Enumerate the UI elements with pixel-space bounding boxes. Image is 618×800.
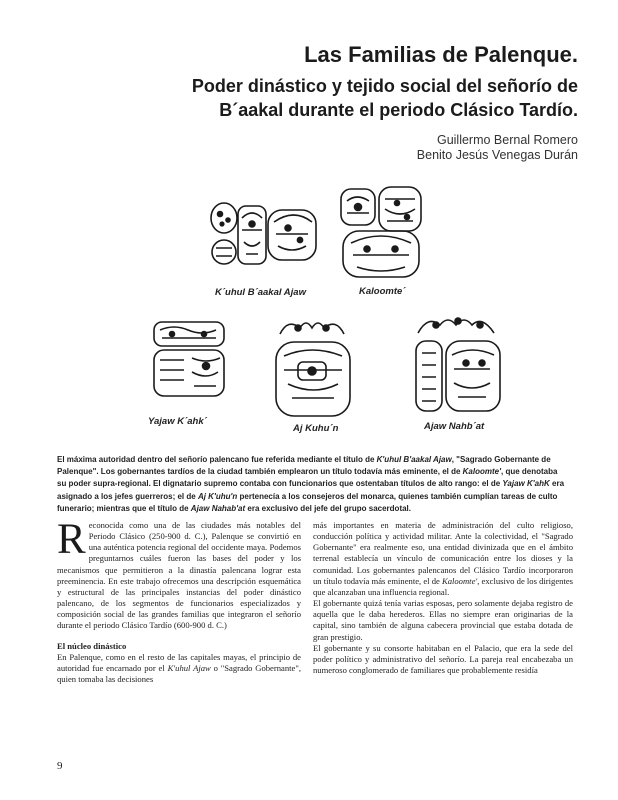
body-paragraph: más importantes en materia de administración del culto religioso, conducción política y actividad militar. Ante la colectividad, el "Sagrado Gobernante" era realmente eso, una entidad divinizada que en el ámbito terrenal establecía un vínculo de comunicación entre los dioses y la comunidad. Los gobernantes palencanos del Clásico Tardío incorporaron un título todavía más eminente, el de Kaloomte', exclusivo de los dirigentes que alcanzaban una influencia regional.: [313, 520, 573, 597]
body-column-left: [57, 516, 301, 685]
author-name-2: Benito Jesús Venegas Durán: [416, 148, 578, 162]
body-column-right: [313, 520, 573, 676]
kuhul-baakal-ajaw-glyph-icon: [202, 196, 322, 278]
body-paragraph: El gobernante y su consorte habitaban en el Palacio, que era la sede del poder político y administrativo del señorío. La pareja real encabezaba un numeroso conglomerado de familiares que probablemente residía: [313, 642, 573, 676]
glyph-label: Aj Kuhu´n: [293, 423, 339, 434]
glyph-label: Kaloomte´: [359, 286, 406, 297]
kaloomte-glyph-icon: [335, 183, 427, 283]
yajaw-kahk-glyph-icon: [150, 318, 228, 400]
ajaw-nahbat-glyph-icon: [410, 311, 506, 415]
section-heading: El núcleo dinástico: [57, 640, 127, 651]
intro-paragraph: Reconocida como una de las ciudades más notables del Periodo Clásico (250-900 d. C.), Palenque se convirtió en una auténtica potencia regional del occidente maya. Podemos preguntarnos cuáles fueron las bases del poder y los mecanismos que permitieron a la dinastía palencana lograr esta preeminencia. En este trabajo ofrecemos una descripción esquemática y estructural de las principales instancias del poder dinástico palencano, de los segmentos de funcionarios especializados y composición social de las grandes familias que integraron el señorío durante el periodo Clásico Tardío (600-900 d. C.): [57, 516, 301, 631]
article-subtitle-line-1: Poder dinástico y tejido social del señorío de: [191, 76, 578, 96]
figure-caption: El máxima autoridad dentro del señorío palencano fue referida mediante el título de K'uhul B'aakal Ajaw, "Sagrado Gobernante de Palenque". Los gobernantes tardíos de la ciudad también emplearon un título todavía más eminente, el de Kaloomte', que denotaba su poder supra-regional. El dignatario supremo contaba con funcionarios que ostentaban títulos de alto rango: el de Yajaw K'ahK era asignado a los jefes guerreros; el de Aj K'uhu'n pertenecía a los consejeros del monarca, quienes también cumplían tareas de culto funerario; mientras que el título de Ajaw Nahab'at era exclusivo del jefe del grupo sacerdotal.: [57, 455, 565, 513]
body-paragraph: El gobernante quizá tenía varias esposas, pero solamente dejaba registro de aquella que le daba herederos. Ellas no siempre eran originarias de la capital, sino también de alguna cabecera provincial que estaba dotada de gran prestigio.: [313, 598, 573, 642]
body-paragraph: En Palenque, como en el resto de las capitales mayas, el principio de autoridad fue encarnado por el K'uhul Ajaw o "Sagrado Gobernante", quien tomaba las decisiones: [57, 651, 301, 685]
glyph-label: K´uhul B´aakal Ajaw: [215, 287, 306, 298]
article-subtitle-line-2: B´aakal durante el periodo Clásico Tardío.: [219, 100, 578, 120]
aj-kuhun-glyph-icon: [270, 314, 356, 420]
page-number: 9: [57, 760, 63, 772]
author-name-1: Guillermo Bernal Romero: [436, 133, 578, 147]
article-title: Las Familias de Palenque.: [304, 42, 578, 67]
drop-cap: R: [57, 516, 86, 563]
glyph-label: Yajaw K´ahk´: [148, 416, 207, 427]
glyph-label: Ajaw Nahb´at: [424, 421, 485, 432]
